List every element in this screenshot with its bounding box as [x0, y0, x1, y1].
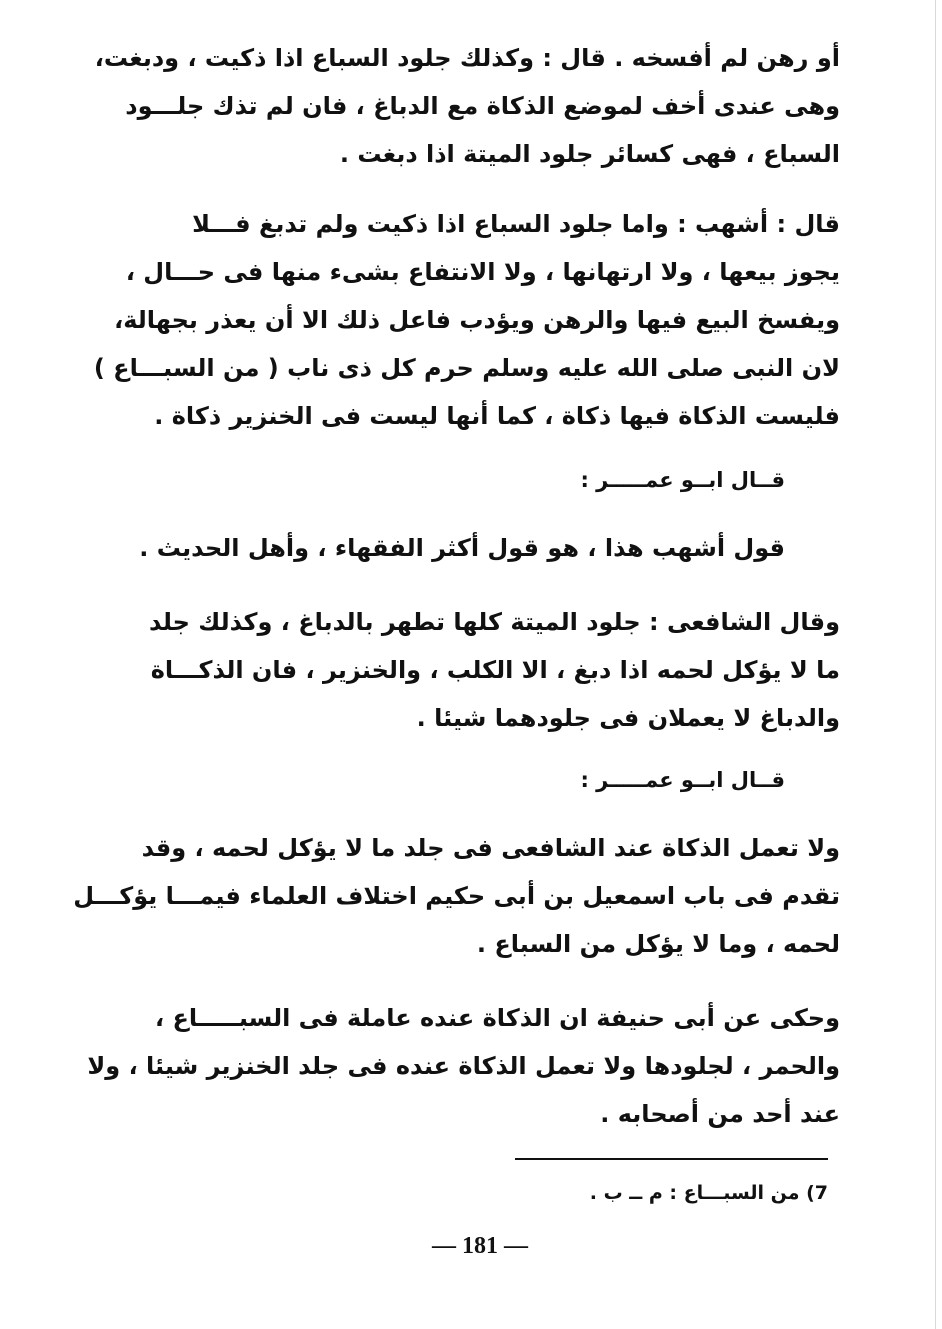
paragraph-line: أو رهن لم أفسخه . قال : وكذلك جلود السباع اذا ذكيت ، ودبغت،: [94, 44, 840, 72]
scan-edge: [935, 0, 936, 1329]
paragraph-line: قال : أشهب : واما جلود السباع اذا ذكيت ولم تدبغ فـــلا: [192, 210, 840, 238]
paragraph-line: والحمر ، لجلودها ولا تعمل الذكاة عنده فى جلد الخنزير شيئا ، ولا: [87, 1052, 840, 1080]
paragraph-5: [73, 824, 840, 968]
footnote-divider: [515, 1158, 828, 1160]
section-heading-1: قــال ابــو عمـــــر :: [580, 468, 785, 492]
paragraph-line: يجوز بيعها ، ولا ارتهانها ، ولا الانتفاع بشىء منها فى حـــال ،: [125, 258, 840, 286]
paragraph-line: قول أشهب هذا ، هو قول أكثر الفقهاء ، وأهل الحديث .: [139, 534, 785, 562]
paragraph-line: السباع ، فهى كسائر جلود الميتة اذا دبغت .: [339, 140, 840, 168]
paragraph-1: [94, 34, 840, 178]
paragraph-line: لحمه ، وما لا يؤكل من السباع .: [476, 930, 840, 958]
paragraph-line: تقدم فى باب اسمعيل بن أبى حكيم اختلاف العلماء فيمـــا يؤكـــل: [73, 882, 840, 910]
section-heading-2: قــال ابــو عمـــــر :: [580, 768, 785, 792]
paragraph-line: ما لا يؤكل لحمه اذا دبغ ، الا الكلب ، والخنزير ، فان الذكـــاة: [150, 656, 840, 684]
paragraph-line: فليست الذكاة فيها ذكاة ، كما أنها ليست فى الخنزير ذكاة .: [154, 402, 840, 430]
paragraph-line: ولا تعمل الذكاة عند الشافعى فى جلد ما لا يؤكل لحمه ، وقد: [141, 834, 840, 862]
paragraph-line: وهى عندى أخف لموضع الذكاة مع الدباغ ، فان لم تذك جلـــود: [125, 92, 840, 120]
paragraph-line: لان النبى صلى الله عليه وسلم حرم كل ذى ناب ( من السبـــاع ): [93, 354, 840, 382]
paragraph-line: وحكى عن أبى حنيفة ان الذكاة عنده عاملة فى السبـــــاع ،: [154, 1004, 840, 1032]
footnote: 7) من السبـــاع : م ــ ب .: [589, 1182, 828, 1204]
page-number: — 181 —: [432, 1233, 528, 1259]
paragraph-2: [93, 200, 840, 440]
paragraph-line: وقال الشافعى : جلود الميتة كلها تطهر بالدباغ ، وكذلك جلد: [148, 608, 840, 636]
paragraph-6: [87, 994, 840, 1138]
paragraph-line: عند أحد من أصحابه .: [600, 1100, 840, 1128]
paragraph-4: [148, 598, 840, 742]
paragraph-3: [139, 524, 840, 572]
paragraph-line: والدباغ لا يعملان فى جلودهما شيئا .: [416, 704, 840, 732]
paragraph-line: ويفسخ البيع فيها والرهن ويؤدب فاعل ذلك الا أن يعذر بجهالة،: [114, 306, 840, 334]
